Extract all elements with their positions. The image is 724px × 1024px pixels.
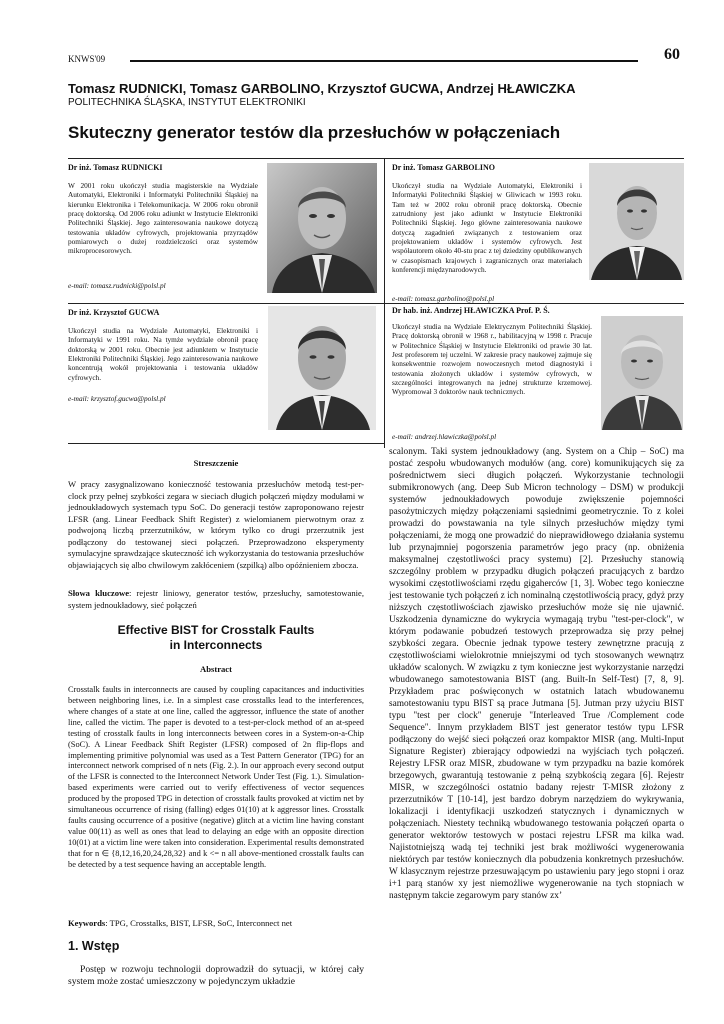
bio-email-gucwa[interactable]: e-mail: krzysztof.gucwa@polsl.pl bbox=[68, 394, 166, 403]
photo-garbolino bbox=[589, 163, 684, 280]
keywords-label-en: Keywords bbox=[68, 918, 106, 928]
journal-name: KNWS'09 bbox=[68, 54, 106, 64]
bio-name-rudnicki: Dr inż. Tomasz RUDNICKI bbox=[68, 163, 163, 172]
bio-name-hlawiczka: Dr hab. inż. Andrzej HŁAWICZKA Prof. P. Ś. bbox=[392, 306, 550, 315]
english-title-line1: Effective BIST for Crosstalk Faults bbox=[117, 623, 315, 637]
bio-bottom-rule bbox=[68, 443, 384, 444]
authors-line: Tomasz RUDNICKI, Tomasz GARBOLINO, Krzysztof GUCWA, Andrzej HŁAWICZKA bbox=[68, 81, 576, 96]
streszczenie-text: W pracy zasygnalizowano konieczność testowania przesłuchów metodą test-per-clock przy pełnej szybkości zegara w sieciach długich połączeń między modułami w jednoukładowych systemach typu SoC. Do generacji testów zaproponowano rejestr LFSR (ang. Linear Feedback Shift Register) z wielomianem pierwotnym oraz z podwojoną liczbą przerzutników, w którym tylko co drugi przerzutnik jest podłączony do testowanej sieci połączeń. Przeprowadzono eksperymenty symulacyjne sprawdzające skuteczność ich wykorzystania do testowania przesłuchów objawiających się albo chwilowym zakłóceniem (szpilką) albo opóźnieniem zbocza. bbox=[68, 479, 364, 570]
abstract-heading: Abstract bbox=[200, 664, 232, 674]
section-1-heading: 1. Wstęp bbox=[68, 939, 120, 953]
header-rule bbox=[130, 60, 638, 62]
photo-hlawiczka bbox=[601, 316, 683, 430]
right-column-text: scalonym. Taki system jednoukładowy (ang. System on a Chip – SoC) ma postać zespołu wbudowanych modułów (ang. core) komunikujących się za pośrednictwem sieci długich połączeń. Wykorzystanie technologii submikronowych (ang. Deep Sub Micron technology – DSM) w produkcji systemów jednoukładowych powoduje zwiększenie pojemności pasożytniczych między połączeniami sąsiednimi geometrycznie. To z kolei prowadzi do powstawania na tyle silnych przesłuchów między tymi połączeniami, że mogą one prowadzić do nieprawidłowego działania systemu lub przynajmniej pogorszenia parametrów jego pracy (np. obniżenia maksymalnej częstotliwości pracy systemu) [2]. Przesłuchy stanowią szczególny problem w przypadku długich połączeń pracujących z bardzo wysokimi częstotliwościami rzędu gigaherców [1, 3]. Wobec tego konieczne jest testowanie tych połączeń z ich nominalną częstotliwością pracy, gdyż przy niższych częstotliwościach zjawisko przesłuchów może się nie ujawnić. Uszkodzenia dynamiczne do wykrycia wymagają trybu "test-per-clock", w którym podawanie pobudzeń testowych przeprowadza się przy pełnej szybkości zegara. Obecnie jednak typowe testery zewnętrzne pracują z częstotliwościami wielokrotnie mniejszymi od tych stosowanych wewnątrz układów scalonych. W związku z tym konieczne jest wykorzystanie narzędzi wbudowanego samotestowania BIST (ang. Built-In Self-Test) [7, 8, 9]. Przykładem prac poświęconych w ostatnich latach wbudowanemu samotestowaniu typu BIST są prace Jutmana [5]. Jutman przy użyciu BIST typu "test per clock" generuje "Interleaved True /Complement code Sequence". Innym przykładem BIST jest generator testów typu LFSR podłączony do wejść sieci połączeń oraz kompaktor MISR (ang. Multi-Input Signature Register) zbierający odpowiedzi na wyjściach tych połączeń. Rejestry LFSR oraz MISR, zbudowane w tym przypadku na bazie komórek brzegowych, gwarantują testowanie z pełną szybkością zegara [6]. Rejestr MISR, w szczególności ostatnio badany rejestr T-MISR złożony z przerzutników T [10-14], jest bardzo dobrym narzędziem do wykrywania, lokalizacji i identyfikacji uszkodzeń statycznych i dynamicznych w połączeniach. Niestety techniką wbudowanego testowania połączeń oparta o generator wektorów testowych w postaci rejestru LFSR ma kilka wad. Najistotniejszą wadą tej techniki jest brak możliwości wygenerowania niektórych par testów koniecznych dla pobudzenia konkretnych przesłuchów. W klasycznym rejestrze przesuwającym po ustawieniu pary jego stopni i oraz i+1 parą stanów xy jest niemożliwe wygenerowanie na tych stopniach w następnym takcie zegarowym pary stanów zx’ bbox=[389, 447, 684, 901]
photo-rudnicki bbox=[267, 163, 377, 293]
bio-text-garbolino: Ukończył studia na Wydziale Automatyki, Elektroniki i Informatyki Politechniki Śląskiej w Gliwicach w 1993 roku. Tam też w 2002 roku obronił pracę doktorską. Obecnie zatrudniony jest jako adiunkt w Instytucie Elektroniki Politechniki Śląskiej. Jego główne zainteresowania naukowe dotyczą zagadnień związanych z testowaniem oraz projektowaniem układów i systemów cyfrowych. Jest współautorem około 40-stu prac z tej dziedziny opublikowanych w czasopismach krajowych i zagranicznych oraz materiałach konferencji międzynarodowych. bbox=[392, 181, 582, 274]
bio-text-rudnicki: W 2001 roku ukończył studia magisterskie na Wydziale Automatyki, Elektroniki i Informatyki Politechniki Śląskiej na kierunku Elektronika i Telekomunikacja. W 2006 roku obronił pracę doktorską. Od 2006 roku adiunkt w Instytucie Elektroniki Politechniki Śląskiej. Jego zainteresowania naukowe dotyczą testowania układów cyfrowych, projektowania przyrządów pomiarowych o dużej rozdzielczości oraz systemów mikroprocesorowych. bbox=[68, 181, 258, 256]
english-keywords bbox=[68, 918, 364, 930]
affiliation: POLITECHNIKA ŚLĄSKA, INSTYTUT ELEKTRONIKI bbox=[68, 97, 306, 108]
bio-name-garbolino: Dr inż. Tomasz GARBOLINO bbox=[392, 163, 495, 172]
paper-title: Skuteczny generator testów dla przesłuchów w połączeniach bbox=[68, 123, 561, 142]
keywords-label-pl: Słowa kluczowe bbox=[68, 588, 130, 598]
bio-text-hlawiczka: Ukończył studia na Wydziale Elektrycznym Politechniki Śląskiej. Pracę doktorską obronił w 1968 r., habilitacyjną w 1998 r. Pracuje w Politechnice Śląskiej w Instytucie Elektroniki od prawie 30 lat. Jest profesorem tej uczelni. W zakresie pracy naukowej zajmuje się konsekwentnie rozwojem nowoczesnych metod diagnostyki i testowania złożonych układów i systemów cyfrowych, w szczególności integrowanych na jednej strukturze krzemowej. Wypromował 3 doktorów nauk technicznych. bbox=[392, 322, 592, 397]
english-title bbox=[68, 623, 364, 653]
keywords-pl: : rejestr liniowy, generator testów, przesłuchy, samotestowanie, system jednoukładowy, sieć połączeń bbox=[68, 588, 364, 610]
bio-text-gucwa: Ukończył studia na Wydziale Automatyki, Elektroniki i Informatyki w 1991 roku. Na tymże wydziale obronił pracę doktorską w 2001 roku. Obecnie jest adiunktem w Instytucie Elektroniki Politechniki Śląskiej. Jego zainteresowania naukowe koncentrują wokół projektowania i testowania układów cyfrowych. bbox=[68, 326, 258, 382]
bio-divider bbox=[384, 158, 385, 448]
photo-gucwa bbox=[268, 306, 376, 430]
bio-email-rudnicki[interactable]: e-mail: tomasz.rudnicki@polsl.pl bbox=[68, 281, 166, 290]
section-1-text: Postęp w rozwoju technologii doprowadził do sytuacji, w której cały system może zostać umieszczony w pojedynczym układzie bbox=[68, 964, 364, 988]
page-number: 60 bbox=[664, 46, 680, 63]
bio-middle-rule bbox=[68, 303, 684, 304]
streszczenie-keywords bbox=[68, 588, 364, 611]
english-title-line2: in Interconnects bbox=[169, 638, 263, 652]
streszczenie-heading: Streszczenie bbox=[193, 458, 239, 468]
keywords-en: : TPG, Crosstalks, BIST, LFSR, SoC, Interconnect net bbox=[105, 918, 293, 928]
bio-email-garbolino[interactable]: e-mail: tomasz.garbolino@polsl.pl bbox=[392, 294, 495, 303]
bio-email-hlawiczka[interactable]: e-mail: andrzej.hlawiczka@polsl.pl bbox=[392, 432, 497, 441]
bio-top-rule bbox=[68, 158, 684, 159]
abstract-text: Crosstalk faults in interconnects are caused by coupling capacitances and inductivities between neighboring lines, i.e. In a simplest case crosstalks lead to the interferences, where changes of a state at one line, called the aggressor, influence the state of another line, called the victim. The paper is devoted to a test-per-clock method of an at-speed testing of crosstalk faults in long interconnects between cores in a System-on-a-Chip (SoC). A Linear Feedback Shift Register (LFSR) composed of 2n flip-flops and implementing primitive polynomial was used as a Test Pattern Generator (TPG) for an interconnect network comprised of n nets (Fig. 2.). In our approach every second output of the LFSR is connected to the Interconnect Network Under Test (Fig. 1.). Simulation-based experiments were carried out to verify effectiveness of vector sequences produced by the proposed TPG in detection of crosstalk faults provoked at victim net by simultaneous occurrence of rising (falling) edges 01(10) at k aggressor lines. Crosstalk faults causing occurrence of a positive (negative) glitch at a victim line having constant value 00(11) as well as ones that lead to delaying an edge with an opposite direction 10(01) at a victim line were taken into consideration. Experimental results demonstrated that for n ∈ {8,12,16,20,24,28,32} and k <= n all above-mentioned crosstalk faults can be detected by a test sequence having an acceptable length. bbox=[68, 685, 364, 869]
bio-name-gucwa: Dr inż. Krzysztof GUCWA bbox=[68, 308, 160, 317]
